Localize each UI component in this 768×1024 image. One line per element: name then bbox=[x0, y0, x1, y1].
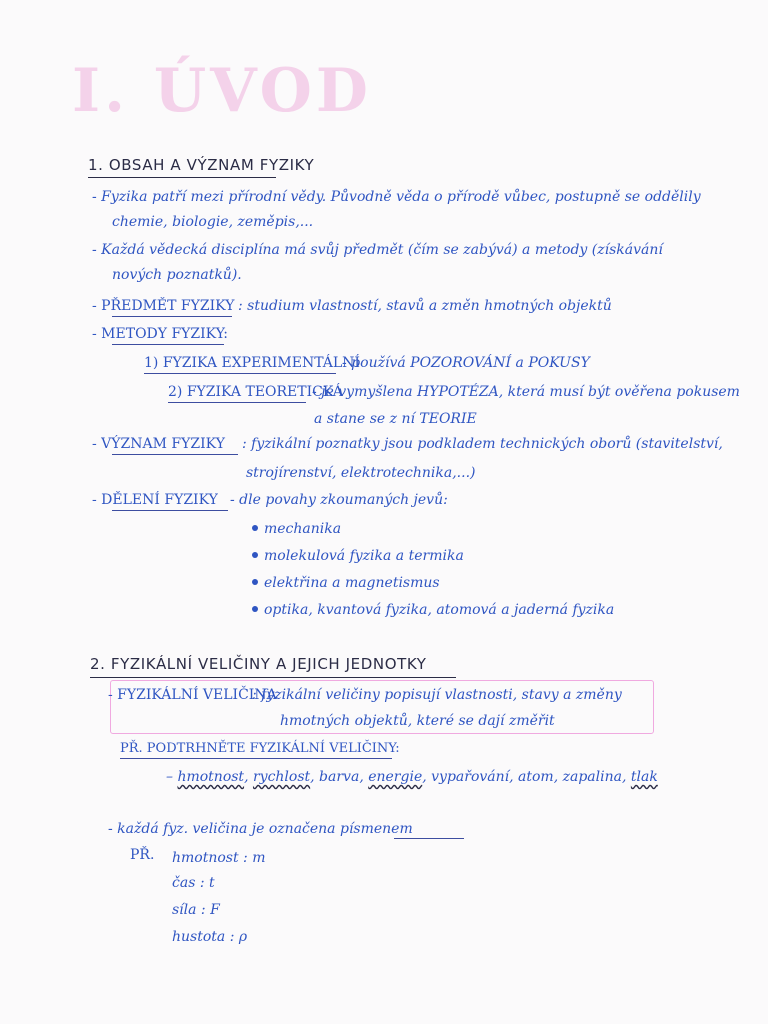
list-item: mechanika bbox=[264, 521, 342, 537]
list-item: molekulová fyzika a termika bbox=[264, 548, 464, 564]
word-underlined: energie bbox=[368, 769, 423, 785]
section2-heading: 2. FYZIKÁLNÍ VELIČINY A JEJICH JEDNOTKY bbox=[90, 655, 427, 673]
metody-label: - METODY FYZIKY: bbox=[92, 326, 228, 342]
list-item: optika, kvantová fyzika, atomová a jaderná fyzika bbox=[264, 602, 615, 618]
bullet-dot bbox=[252, 525, 258, 531]
vyznam-underline bbox=[112, 454, 238, 455]
example-item: čas : t bbox=[172, 875, 215, 891]
exp-underline bbox=[144, 373, 336, 374]
def-text2: hmotných objektů, které se dají změřit bbox=[280, 713, 555, 729]
teo-text2: a stane se z ní TEORIE bbox=[314, 411, 477, 427]
s1-line1a: - Fyzika patří mezi přírodní vědy. Původně věda o přírodě vůbec, postupně se oddělily bbox=[92, 189, 701, 205]
example-item: hustota : ρ bbox=[172, 929, 248, 945]
deleni-label: - DĚLENÍ FYZIKY bbox=[92, 492, 218, 508]
section1-heading: 1. OBSAH A VÝZNAM FYZIKY bbox=[88, 156, 315, 174]
bullet-dot bbox=[252, 552, 258, 558]
exp-label: 1) FYZIKA EXPERIMENTÁLNÍ bbox=[144, 355, 360, 371]
example-item: síla : F bbox=[172, 902, 220, 918]
mark-line: - každá fyz. veličina je označena písmenem bbox=[108, 821, 413, 837]
vyznam-label: - VÝZNAM FYZIKY bbox=[92, 436, 225, 452]
s1-line2b: nových poznatků). bbox=[112, 267, 242, 283]
deleni-text: - dle povahy zkoumaných jevů: bbox=[230, 492, 448, 508]
predmet-label: - PŘEDMĚT FYZIKY bbox=[92, 298, 235, 314]
section1-heading-underline bbox=[88, 177, 276, 178]
word: , barva, bbox=[310, 769, 369, 785]
predmet-text: : studium vlastností, stavů a změn hmotných objektů bbox=[238, 298, 612, 314]
exercise-words: – hmotnost, rychlost, barva, energie, vypařování, atom, zapalina, tlak bbox=[166, 769, 658, 785]
vyznam-text2: strojírenství, elektrotechnika,...) bbox=[246, 465, 476, 481]
exercise-underline bbox=[120, 758, 392, 759]
word-underlined: rychlost bbox=[252, 769, 311, 785]
word: , bbox=[244, 769, 253, 785]
deleni-underline bbox=[112, 510, 228, 511]
def-text: : fyzikální veličiny popisují vlastnosti, stavy a změny bbox=[252, 687, 622, 703]
exercise-label: PŘ. PODTRHNĚTE FYZIKÁLNÍ VELIČINY: bbox=[120, 741, 400, 756]
list-item: elektřina a magnetismus bbox=[264, 575, 440, 591]
word-underlined: hmotnost bbox=[177, 769, 245, 785]
bullet-dot bbox=[252, 579, 258, 585]
s1-line1b: chemie, biologie, zeměpis,... bbox=[112, 214, 314, 230]
example-item: hmotnost : m bbox=[172, 850, 266, 866]
word-underlined: tlak bbox=[630, 769, 658, 785]
s1-line2a: - Každá vědecká disciplína má svůj předmět (čím se zabývá) a metody (získávání bbox=[92, 242, 663, 258]
word: , vypařování, atom, zapalina, bbox=[422, 769, 631, 785]
teo-label: 2) FYZIKA TEORETICKÁ bbox=[168, 384, 343, 400]
vyznam-text: : fyzikální poznatky jsou podkladem technických oborů (stavitelství, bbox=[242, 436, 723, 452]
predmet-underline bbox=[112, 316, 232, 317]
bullet-dot bbox=[252, 606, 258, 612]
ghost-title: I. ÚVOD bbox=[72, 56, 372, 126]
def-label: - FYZIKÁLNÍ VELIČINA bbox=[108, 687, 277, 703]
pismenem-underline bbox=[394, 838, 464, 839]
teo-text: - je vymyšlena HYPOTÉZA, která musí být ověřena pokusem bbox=[312, 384, 740, 400]
teo-underline bbox=[168, 402, 306, 403]
examples-label: PŘ. bbox=[130, 847, 155, 863]
exp-text: - používá POZOROVÁNÍ a POKUSY bbox=[342, 355, 590, 371]
metody-underline bbox=[112, 344, 224, 345]
section2-heading-underline bbox=[90, 677, 456, 678]
